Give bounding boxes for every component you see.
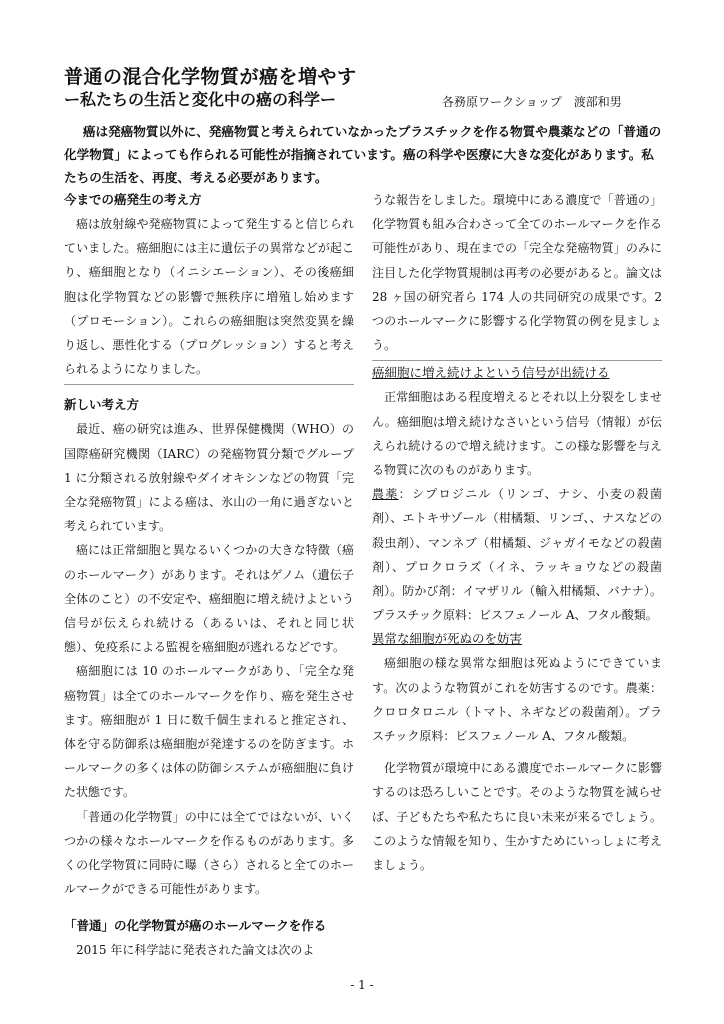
section-heading-old-theory: 今までの癌発生の考え方	[64, 192, 202, 207]
paragraph: 癌細胞には 10 のホールマークがあり、「完全な発癌物質」は全てのホールマークを作り、癌を発生させます。癌細胞が 1 日に数千個生まれると推定され、体を守る防御系は癌細胞が発達するのを防ぎます。ホールマークの多くは体の防御システムが癌細胞に負けた状態です。	[64, 664, 354, 800]
paragraph: 癌は放射線や発癌物質によって発生すると信じられていました。癌細胞には主に遺伝子の異常などが起こり、癌細胞となり（イニシエーション）、その後癌細胞は化学物質などの影響で無秩序に増殖し始めます（プロモーション）。これらの癌細胞は突然変異を繰り返し、悪性化する（プログレッション）すると考えられるようになりました。	[64, 217, 354, 377]
page-number: - 1 -	[350, 978, 374, 992]
paragraph: 2015 年に科学誌に発表された論文は次のよ	[76, 943, 315, 957]
intro-paragraph: 癌は発癌物質以外に、発癌物質と考えられていなかったプラスチックを作る物質や農薬などの「普通の化学物質」によっても作られる可能性が指摘されています。癌の科学や医療に大きな変化があります。私たちの生活を、再度、考える必要があります。	[64, 124, 662, 185]
pesticide-label: 農薬	[372, 487, 399, 502]
paragraph: 「普通の化学物質」の中には全てではないが、いくつかの様々なホールマークを作るものがあります。多くの化学物質に同時に曝（さら）されると全てのホールマークができる可能性があります。	[64, 809, 354, 897]
section-heading-proliferation-signal: 癌細胞に増え続けよという信号が出続ける	[372, 365, 610, 381]
paragraph: 最近、癌の研究は進み、世界保健機関（WHO）の国際癌研究機関（IARC）の発癌物質分類でグループ 1 に分類される放射線やダイオキシンなどの物質「完全な発癌物質」による癌は、氷山の一角に過ぎないと考えられています。	[64, 422, 354, 534]
section-heading-apoptosis-interference: 異常な細胞が死ぬのを妨害	[372, 631, 523, 647]
left-column	[64, 188, 354, 901]
paragraph: 農薬：シプロジニル（リンゴ、ナシ、小麦の殺菌剤）、エトキサゾール（柑橘類、リンゴ、、ナスなどの殺虫剤）、マンネブ（柑橘類、ジャガイモなどの殺菌剤）、プロクロラズ（イネ、ラッキョウなどの殺菌剤）。防かび剤：イマザリル（輸入柑橘類、バナナ）。プラスチック原料：ビスフェノール A、フタル酸類。	[372, 487, 662, 623]
paragraph: 化学物質が環境中にある濃度でホールマークに影響するのは恐ろしいことです。そのような物質を減らせば、子どもたちや私たちに良い未来が来るでしょう。このような情報を知り、生かすためにいっしょに考えましょう。	[372, 761, 662, 873]
page-title: 普通の混合化学物質が癌を増やす	[64, 66, 357, 88]
left-column-bottom	[64, 914, 354, 962]
paragraph: うな報告をしました。環境中にある濃度で「普通の」化学物質も組み合わさって全てのホールマークを作る可能性があり、現在までの「完全な発癌物質」のみに注目した化学物質規制は再考の必要があると。論文は 28 ヶ国の研究者ら 174 人の共同研究の成果です。2 つのホールマークに影響する化学物質の例を見ましょう。	[372, 193, 662, 353]
section-heading-new-theory: 新しい考え方	[64, 397, 140, 413]
page-subtitle: ー私たちの生活と変化中の癌の科学ー	[64, 90, 337, 109]
author-line: 各務原ワークショップ 渡部和男	[442, 95, 622, 109]
paragraph: 正常細胞はある程度増えるとそれ以上分裂をしません。癌細胞は増え続けなさいという信号（情報）が伝えられ続けるので増え続けます。この様な影響を与える物質に次のものがあります。	[372, 390, 662, 478]
right-column	[372, 188, 662, 877]
paragraph: 癌細胞の様な異常な細胞は死ぬようにできています。次のような物質がこれを妨害するのです。農薬：クロロタロニル（トマト、ネギなどの殺菌剤）。プラスチック原料：ビスフェノール A、フタル酸類。	[372, 656, 662, 744]
section-heading-common-chemicals: 「普通」の化学物質が癌のホールマークを作る	[64, 918, 327, 933]
paragraph: 癌には正常細胞と異なるいくつかの大きな特徴（癌のホールマーク）があります。それはゲノム（遺伝子全体のこと）の不安定や、癌細胞に増え続けよという信号が伝えられ続ける（あるいは、それと同じ状態）、免疫系による監視を癌細胞が逃れるなどです。	[64, 543, 354, 655]
